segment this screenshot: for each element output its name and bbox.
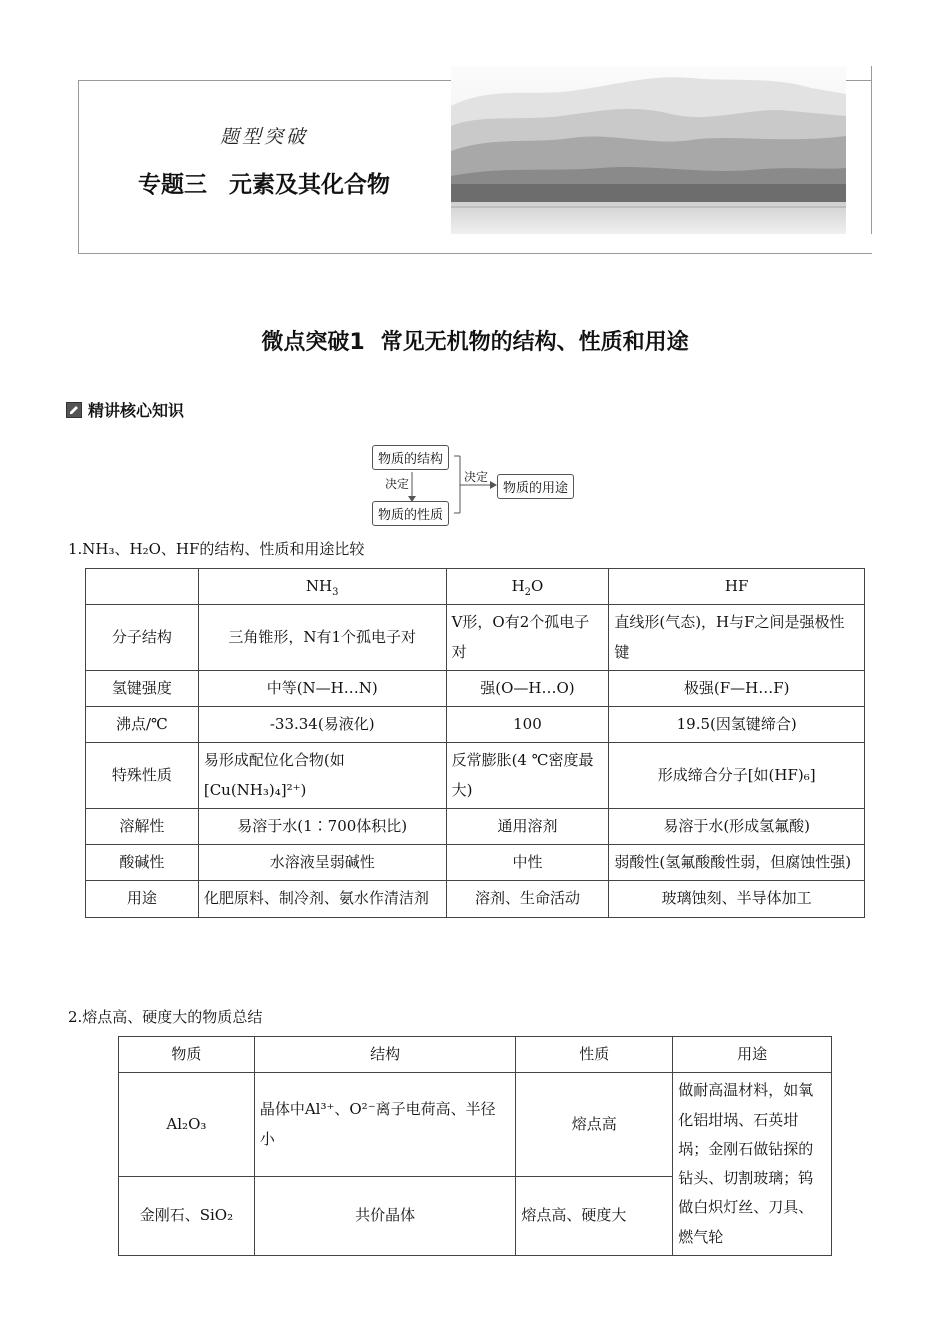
- table-row: [86, 808, 865, 844]
- cell-h2o: 反常膨胀(4 ℃密度最大): [446, 743, 609, 809]
- cell-hf: 19.5(因氢键缔合): [609, 707, 865, 743]
- flow-use-box: 物质的用途: [497, 474, 574, 499]
- header-use: 用途: [673, 1037, 832, 1073]
- flow-decides-label-2: 决定: [464, 470, 489, 484]
- banner-topic-name: 元素及其化合物: [229, 172, 390, 198]
- header-empty: [86, 569, 199, 605]
- row-label: 酸碱性: [86, 845, 199, 881]
- cell-hf: 直线形(气态)，H与F之间是强极性键: [609, 605, 865, 671]
- cell-h2o: 强(O—H…O): [446, 670, 609, 706]
- header-nh3: $NH_3$: [198, 569, 446, 605]
- table-row: [86, 743, 865, 809]
- cell-nh3: 易溶于水(1∶700体积比): [198, 808, 446, 844]
- section-name: 常见无机物的结构、性质和用途: [380, 330, 689, 355]
- cell-nh3: 易形成配位化合物(如[Cu(NH₃)₄]²⁺): [198, 743, 446, 809]
- cell-use: 做耐高温材料，如氧化铝坩埚、石英坩埚；金刚石做钻探的钻头、切割玻璃；钨做白炽灯丝、刀具、燃气轮: [673, 1073, 832, 1256]
- row-label: 沸点/℃: [86, 707, 199, 743]
- cell-nh3: -33.34(易液化): [198, 707, 446, 743]
- table-row: [86, 707, 865, 743]
- cell-h2o: 中性: [446, 845, 609, 881]
- flow-structure-box: 物质的结构: [372, 445, 449, 470]
- table-row: [86, 845, 865, 881]
- item2-title: 2.熔点高、硬度大的物质总结: [68, 1008, 263, 1026]
- cell-nh3: 水溶液呈弱碱性: [198, 845, 446, 881]
- cell-structure: 共价晶体: [254, 1176, 516, 1255]
- cell-h2o: 100: [446, 707, 609, 743]
- header-structure: 结构: [254, 1037, 516, 1073]
- header-property: 性质: [516, 1037, 673, 1073]
- table-row: [119, 1073, 832, 1177]
- banner-title: [78, 166, 450, 199]
- cell-substance: 金刚石、SiO₂: [119, 1176, 255, 1255]
- item1-title: 1.NH₃、H₂O、HF的结构、性质和用途比较: [68, 540, 365, 558]
- header-substance: 物质: [119, 1037, 255, 1073]
- table-header-row: [119, 1037, 832, 1073]
- core-knowledge-heading: [66, 398, 184, 421]
- row-label: 氢键强度: [86, 670, 199, 706]
- row-label: 用途: [86, 881, 199, 917]
- flow-decides-label-1: 决定: [385, 477, 410, 491]
- cell-hf: 形成缔合分子[如(HF)₆]: [609, 743, 865, 809]
- cell-h2o: V形，O有2个孤电子对: [446, 605, 609, 671]
- table-row: [86, 605, 865, 671]
- cell-nh3: 三角锥形，N有1个孤电子对: [198, 605, 446, 671]
- banner-edge: [871, 66, 872, 234]
- header-hf: HF: [609, 569, 865, 605]
- cell-property: 熔点高: [516, 1073, 673, 1177]
- table-row: [86, 881, 865, 917]
- banner-topic-label: 专题三: [138, 172, 207, 198]
- row-label: 分子结构: [86, 605, 199, 671]
- cell-nh3: 化肥原料、制冷剂、氨水作清洁剂: [198, 881, 446, 917]
- row-label: 特殊性质: [86, 743, 199, 809]
- cell-hf: 易溶于水(形成氢氟酸): [609, 808, 865, 844]
- banner-subtitle: 题型突破: [219, 126, 308, 148]
- hard-materials-table: [118, 1036, 832, 1256]
- section-title: [0, 325, 950, 356]
- flow-property-box: 物质的性质: [372, 501, 449, 526]
- cell-structure: 晶体中Al³⁺、O²⁻离子电荷高、半径小: [254, 1073, 516, 1177]
- cell-h2o: 溶剂、生命活动: [446, 881, 609, 917]
- cell-hf: 玻璃蚀刻、半导体加工: [609, 881, 865, 917]
- heading-text: 精讲核心知识: [88, 401, 185, 420]
- cell-substance: Al₂O₃: [119, 1073, 255, 1177]
- comparison-table: [85, 568, 865, 918]
- cell-hf: 弱酸性(氢氟酸酸性弱，但腐蚀性强): [609, 845, 865, 881]
- section-label: 微点突破1: [261, 330, 365, 355]
- table-header-row: [86, 569, 865, 605]
- cell-nh3: 中等(N—H…N): [198, 670, 446, 706]
- table-row: [86, 670, 865, 706]
- cell-hf: 极强(F—H…F): [609, 670, 865, 706]
- header-h2o: $H_2O$: [446, 569, 609, 605]
- pencil-note-icon: [66, 402, 82, 418]
- landscape-image: [451, 66, 846, 234]
- row-label: 溶解性: [86, 808, 199, 844]
- cell-h2o: 通用溶剂: [446, 808, 609, 844]
- cell-property: 熔点高、硬度大: [516, 1176, 673, 1255]
